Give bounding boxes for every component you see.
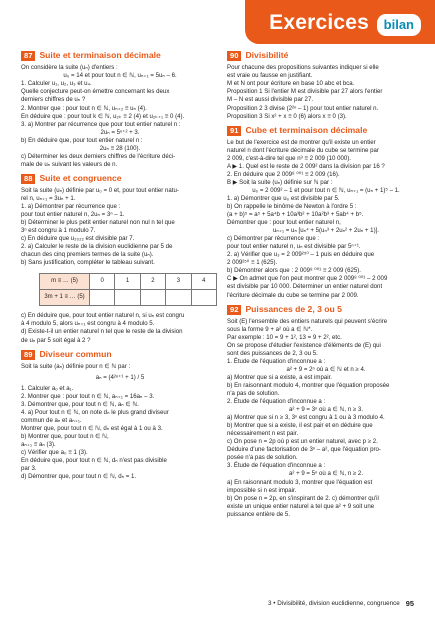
table-cell: 1 [115, 274, 140, 290]
table-cell [90, 290, 115, 306]
page-number: 95 [405, 599, 414, 609]
text-line: Montrer que, pour tout n ∈ ℕ, dₙ est égal à 1 ou à 3. [21, 425, 163, 433]
text-line: 2. a) Calculer le reste de la division euclidienne par 5 de [21, 243, 173, 251]
text-line: b) En raisonnant modulo 4, montrer que l'équation proposée [227, 382, 390, 390]
table-cell [166, 290, 191, 306]
text-line: l'écriture décimale du cube se termine par 2 009. [227, 291, 359, 299]
text-line: b) Déterminer le plus petit entier naturel non nul n tel que [21, 219, 175, 227]
exercise-title: Puissances de 2, 3 ou 5 [245, 303, 342, 314]
table-cell [191, 290, 216, 306]
exercise-91-header [227, 126, 425, 136]
text-line: derniers chiffres de uₙ ? [21, 96, 86, 104]
text-line: Proposition 2 3 divise (2²ⁿ – 1) pour tout entier naturel n. [227, 104, 379, 112]
congruence-table [39, 273, 217, 306]
text-line: 2. En déduire que 2 009⁸ ⁰⁰¹ ≡ 2 009 (16). [227, 171, 340, 179]
text-line: 3. Démontrer que, pour tout n ∈ ℕ, aₙ ∈ ℕ. [21, 401, 139, 408]
text-line: M – N est aussi divisible par 27. [227, 96, 314, 104]
exercise-number: 88 [21, 174, 35, 184]
exercise-number: 89 [21, 350, 35, 360]
text-line: 2 009, c'est-à-dire tel que n³ ≡ 2 009 (10 000). [227, 154, 351, 162]
formula-line: 2uₙ = 5ⁿ⁺² + 3. [100, 128, 140, 136]
text-line: 2. Étude de l'équation d'inconnue a : [227, 398, 326, 406]
exercise-number: 91 [227, 126, 241, 136]
text-line: Le but de l'exercice est de montrer qu'il existe un entier [227, 138, 376, 146]
text-line: sous la forme 9 + a² où a ∈ ℕ*. [227, 325, 313, 333]
text-line: rel n, uₙ₊₁ = 3uₙ + 1. [21, 195, 76, 203]
exercise-90-header [227, 51, 425, 61]
exercise-number: 92 [227, 305, 241, 315]
text-line: 2. a) Vérifier que u₃ = 2 009²⁵⁰ – 1 puis en déduire que [227, 251, 375, 259]
text-line: 1. a) Démontrer par récurrence que : [21, 203, 121, 211]
table-cell [140, 290, 165, 306]
text-line: En déduire que, pour tout n ∈ ℕ, dₙ n'est pas divisible [21, 457, 167, 465]
text-line: b) En déduire que, pour tout entier naturel n : [21, 136, 143, 144]
text-line: Proposition 1 Si l'entier M est divisible par 27 alors l'entier [227, 88, 383, 96]
text-line: est vraie ou fausse en justifiant. [227, 72, 313, 80]
table-header-cell: m ≡ … (5) [40, 274, 90, 290]
text-line: Déduire d'une factorisation de 3ⁿ – a², que l'équation pro- [227, 446, 381, 454]
text-line: de uₙ par 5 soit égal à 2 ? [21, 336, 91, 344]
exercise-87-header [21, 51, 219, 61]
exercise-title: Cube et terminaison décimale [245, 125, 368, 135]
text-line: b) On rappelle le binôme de Newton à l'ordre 5 : [227, 203, 357, 211]
text-line: Quelle conjecture peut-on émettre concernant les deux [21, 88, 170, 96]
table-row [40, 274, 217, 290]
left-column [21, 48, 219, 481]
formula-line: a² + 9 = 5ⁿ où a ∈ ℕ, n ≥ 2. [288, 470, 364, 478]
text-line: impossible si n est impair. [227, 486, 297, 494]
text-line: b) On pose n = 2p, en s'inspirant de 2. c) démontrer qu'il [227, 494, 379, 502]
formula-line: aₙ = (4²ⁿ⁺¹ + 1) / 5 [95, 373, 145, 381]
page-footer [268, 599, 414, 609]
text-line: sont des puissances de 2, 3 ou 5. [227, 350, 318, 357]
table-cell: 2 [140, 274, 165, 290]
chapter-label: 3 • Divisibilité, division euclidienne, congruence [268, 599, 400, 607]
text-line: 4. a) Pour tout n ∈ ℕ, on note dₙ le plus grand diviseur [21, 409, 169, 417]
exercise-88-header [21, 174, 219, 184]
table-cell: 3 [166, 274, 191, 290]
text-line: c) On pose n = 2p où p est un entier naturel, avec p ≥ 2. [227, 438, 378, 446]
text-line: Démontrer que : pour tout entier naturel n, [227, 219, 341, 227]
text-line: à 4 modulo 5, alors uₙ₊₁ est congru à 4 modulo 5. [21, 320, 155, 328]
text-line: pour tout entier naturel n, uₙ est divisible par 5ⁿ⁺¹. [227, 243, 361, 251]
text-line: d) Existe-t-il un entier naturel n tel que le reste de la division [21, 328, 183, 336]
text-line: n'a pas de solution. [227, 390, 280, 398]
text-line: posée n'a pas de solution. [227, 454, 298, 462]
text-line: aₙ₊₁ ≡ aₙ (3). [21, 441, 56, 449]
text-line: Pour chacune des propositions suivantes indiquer si elle [227, 64, 379, 72]
text-line: B ▶ Soit la suite (uₙ) définie sur ℕ par : [227, 179, 333, 187]
exercise-92-header [227, 305, 425, 315]
header-banner [0, 0, 435, 46]
text-line: a) En raisonnant modulo 3, montrer que l'équation est [227, 478, 373, 486]
text-line: male de uₙ suivant les valeurs de n. [21, 160, 118, 168]
text-line: b) Sans justification, compléter le tableau suivant. [21, 259, 155, 267]
text-line: On considère la suite (uₙ) d'entiers : [21, 64, 118, 72]
text-line: Soit la suite (aₙ) définie pour n ∈ ℕ par : [21, 362, 131, 370]
text-line: a) Montrer que si n ≥ 3, 3ⁿ est congru à 1 ou à 3 modulo 4. [227, 414, 385, 422]
text-line: pour tout entier naturel n, 2uₙ = 3ⁿ – 1. [21, 211, 125, 219]
formula-line: uₙ₊₁ = uₙ [uₙ⁴ + 5(uₙ³ + 2uₙ² + 2uₙ + 1)]. [273, 227, 379, 235]
text-line: c) En déduire que, pour tout entier naturel n, si uₙ est congru [21, 312, 185, 320]
formula-line: 2uₙ ≡ 28 (100). [99, 144, 141, 152]
text-line: Soit la suite (uₙ) définie par u₀ = 0 et, pour tout entier natu- [21, 187, 179, 195]
exercise-title: Diviseur commun [39, 348, 112, 359]
text-line: b) Montrer que, pour tout n ∈ ℕ, [21, 433, 109, 441]
text-line: Par exemple : 10 = 9 + 1², 13 = 9 + 2², etc. [227, 333, 342, 341]
table-cell: 0 [90, 274, 115, 290]
text-line: existe un unique entier naturel a tel que a² + 9 soit une [227, 502, 375, 510]
text-line: 2. Montrer que : pour tout n ∈ ℕ, uₙ₊₂ ≡ uₙ (4). [21, 104, 147, 112]
text-line: 1. Calculer a₀ et a₁. [21, 384, 74, 392]
text-line: d) Démontrer que, pour tout n ∈ ℕ, dₙ = 1. [21, 473, 137, 481]
formula-line: a² + 9 = 2ⁿ où a ∈ ℕ et n ≥ 4. [286, 366, 366, 374]
exercise-title: Suite et congruence [39, 173, 122, 184]
text-line: 1. Calculer u₁, u₂, u₃ et u₄. [21, 80, 92, 88]
text-line: c) En déduire que u₂₀₂₂ est divisible par 7. [21, 235, 135, 243]
text-line: A ▶ 1. Quel est le reste de 2 009² dans la division par 16 ? [227, 163, 385, 170]
formula-line: u₀ = 2 009² – 1 et pour tout n ∈ ℕ, uₙ₊₁ = (uₙ + 1)⁵ – 1. [252, 187, 400, 195]
table-cell [115, 290, 140, 306]
table-header-cell: 3m + 1 ≡ … (5) [40, 290, 90, 306]
right-column [227, 48, 425, 519]
text-line: 2 009²⁵⁰ ≡ 1 (625). [227, 259, 278, 267]
text-line: b) Montrer que si a existe, il est pair et en déduire que [227, 422, 373, 430]
text-line: 3ⁿ est congru à 1 modulo 7. [21, 227, 96, 235]
text-line: c) Déterminer les deux derniers chiffres de l'écriture déci- [21, 152, 176, 160]
text-line: 3. a) Montrer par récurrence que pour tout entier naturel n : [21, 120, 181, 128]
text-line: On se propose d'étudier l'existence d'éléments de (E) qui [227, 341, 381, 349]
text-line: chacun des cinq premiers termes de la suite (uₙ). [21, 251, 154, 259]
exercise-title: Suite et terminaison décimale [39, 50, 161, 61]
text-line: a) Montrer que si a existe, a est impair. [227, 374, 332, 382]
text-line: En déduire que : pour tout k ∈ ℕ, u₂ₖ ≡ 2 (4) et u₂ₖ₊₁ ≡ 0 (4). [21, 112, 185, 120]
text-line: 1. a) Démontrer que u₀ est divisible par 5. [227, 195, 340, 203]
text-line: est divisible par 10 000. Déterminer un entier naturel dont [227, 283, 383, 291]
text-line: 1. Étude de l'équation d'inconnue a : [227, 358, 326, 366]
text-line: commun de aₙ et aₙ₊₁. [21, 417, 82, 425]
text-line: M et N ont pour écriture en base 10 abc et bca. [227, 80, 355, 88]
text-line: Proposition 3 Si x² + x ≡ 0 (6) alors x ≡ 0 (3). [227, 112, 347, 120]
text-line: nécessairement n est pair. [227, 430, 299, 438]
text-line: C ▶ On admet que l'on peut montrer que 2 009⁸ ⁰⁰¹ – 2 009 [227, 275, 388, 283]
text-line: puissance entière de 5. [227, 510, 291, 518]
banner-title: Exercices [269, 11, 369, 34]
text-line: 2. Montrer que : pour tout n ∈ ℕ, aₙ₊₁ = 16aₙ – 3. [21, 392, 155, 400]
text-line: naturel n dont l'écriture décimale du cube se termine par [227, 146, 379, 154]
text-line: c) Vérifier que a₀ ≡ 1 (3). [21, 449, 88, 457]
text-line: c) Démontrer par récurrence que : [227, 235, 320, 243]
exercise-number: 90 [227, 51, 241, 61]
exercise-title: Divisibilité [245, 50, 289, 61]
formula-line: u₀ = 14 et pour tout n ∈ ℕ, uₙ₊₁ = 5uₙ – 6. [63, 72, 177, 80]
text-line: par 3. [21, 465, 37, 473]
table-cell: 4 [191, 274, 216, 290]
banner-badge: bilan [377, 14, 421, 36]
exercise-number: 87 [21, 51, 35, 61]
formula-line: a² + 9 = 3ⁿ où a ∈ ℕ, n ≥ 3. [288, 406, 364, 414]
text-line: Soit (E) l'ensemble des entiers naturels qui peuvent s'écrire [227, 317, 388, 325]
text-line: 3. Étude de l'équation d'inconnue a : [227, 462, 326, 470]
text-line: b) Démontrer alors que : 2 009⁸ ⁰⁰¹ ≡ 2 009 (625). [227, 267, 361, 275]
table-row [40, 290, 217, 306]
exercise-89-header [21, 350, 219, 360]
text-line: (a + b)⁵ = a⁵ + 5a⁴b + 10a³b² + 10a²b³ + 5ab⁴ + b⁵. [227, 211, 364, 219]
